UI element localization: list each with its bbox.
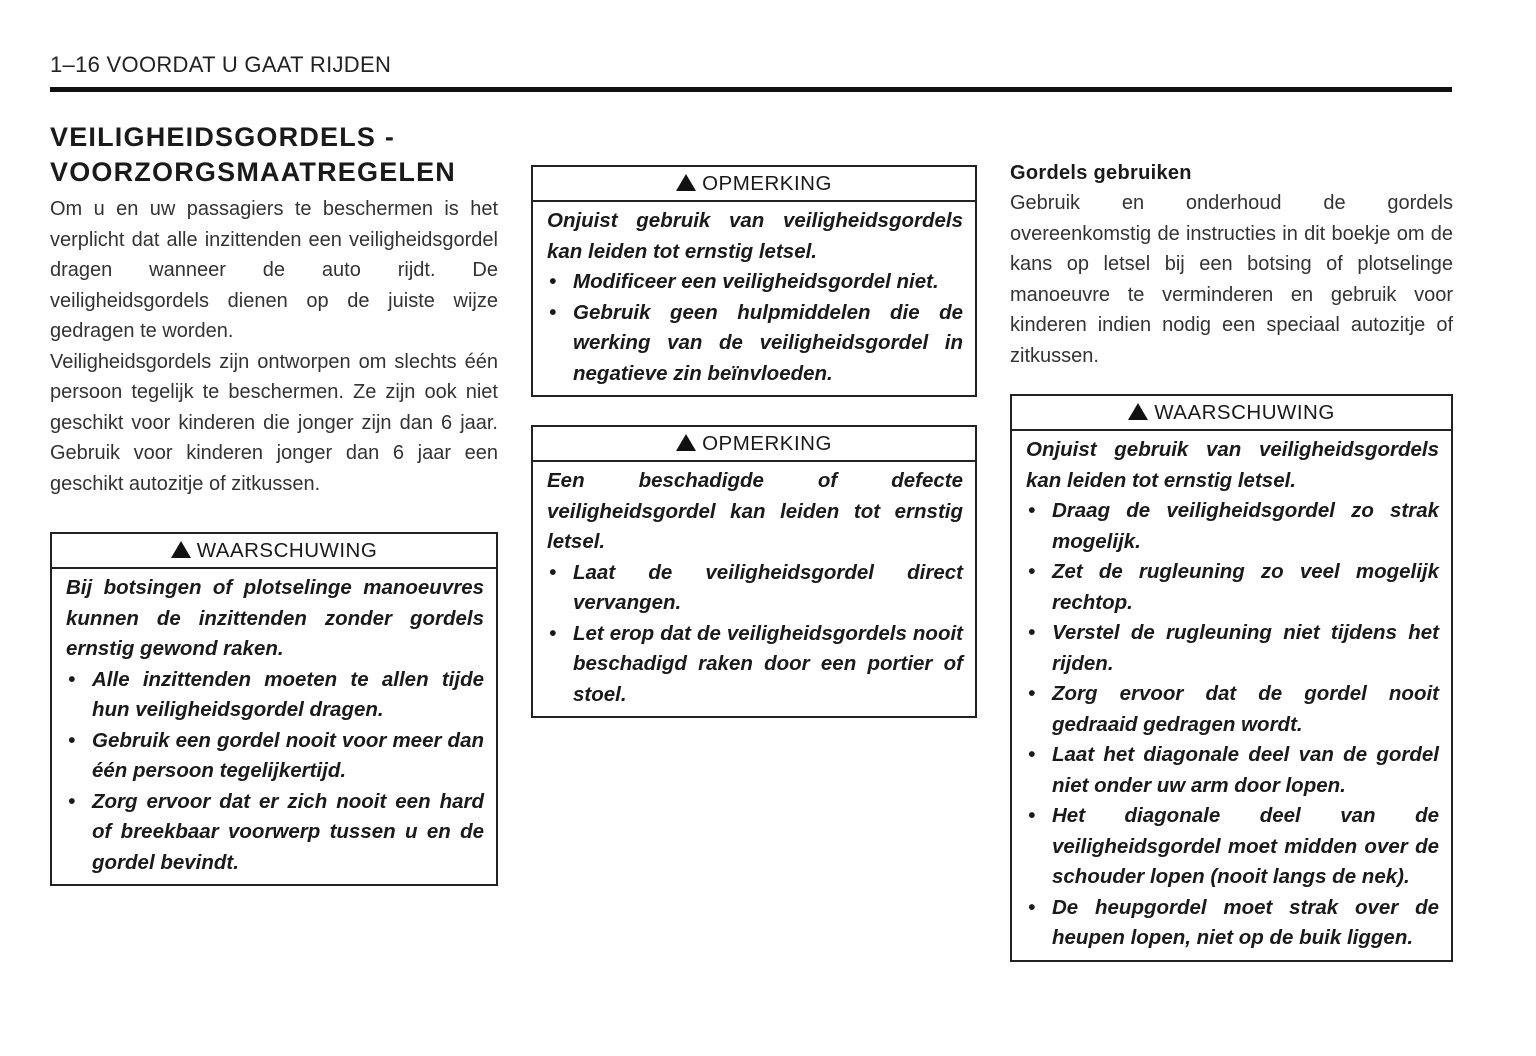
- section-title: VEILIGHEIDSGORDELS - VOORZORGSMAATREGELEN: [50, 122, 457, 187]
- list-item: • De heupgordel moet strak over de heupen lopen, niet op de buik liggen.: [1026, 893, 1439, 954]
- header-rule: [50, 87, 1452, 92]
- list-item: • Laat het diagonale deel van de gordel niet onder uw arm door lopen.: [1026, 740, 1439, 801]
- list-item: • Gebruik een gordel nooit voor meer dan één persoon tegelijkertijd.: [66, 726, 484, 787]
- warning-triangle-icon: [676, 434, 696, 451]
- warning-triangle-icon: [1128, 403, 1148, 420]
- warning-header: WAARSCHUWING: [52, 534, 496, 569]
- warning-box: [1010, 394, 1453, 962]
- note-box: [531, 425, 977, 718]
- list-item: • Alle inzittenden moeten te allen tijde hun veiligheidsgordel dragen.: [66, 665, 484, 726]
- warning-intro: Onjuist gebruik van veiligheidsgordels kan leiden tot ernstig letsel.: [1026, 438, 1439, 492]
- list-item: • Laat de veiligheidsgordel direct vervangen.: [547, 558, 963, 619]
- child-paragraph: Veiligheidsgordels zijn ontworpen om slechts één persoon tegelijk te beschermen. Ze zijn ook niet geschikt voor kinderen die jonger zijn dan 6 jaar. Gebruik voor kinderen jonger dan 6 jaar een geschikt autozitje of zitkussen.: [50, 350, 498, 495]
- note-header: OPMERKING: [533, 167, 975, 202]
- list-item: • Modificeer een veiligheidsgordel niet.: [547, 267, 963, 298]
- note-header: OPMERKING: [533, 427, 975, 462]
- warning-triangle-icon: [676, 174, 696, 191]
- intro-paragraph: Om u en uw passagiers te beschermen is het verplicht dat alle inzittenden een veiligheidsgordel dragen wanneer de auto rijdt. De veiligheidsgordels dienen op de juiste wijze gedragen te worden.: [50, 198, 498, 342]
- usage-paragraph: Gebruik en onderhoud de gordels overeenkomstig de instructies in dit boekje om de kans op letsel bij een botsing of plotselinge manoeuvre te verminderen en gebruik voor kinderen indien nodig een speciaal autozitje of zitkussen.: [1010, 192, 1453, 367]
- list-item: • Verstel de rugleuning niet tijdens het rijden.: [1026, 618, 1439, 679]
- column-1: [50, 120, 498, 886]
- warning-intro: Bij botsingen of plotselinge manoeuvres kunnen de inzittenden zonder gordels ernstig gewond raken.: [66, 576, 484, 660]
- list-item: • Het diagonale deel van de veiligheidsgordel moet midden over de schouder lopen (nooit langs de nek).: [1026, 801, 1439, 893]
- list-item: • Gebruik geen hulpmiddelen die de werking van de veiligheidsgordel in negatieve zin beïnvloeden.: [547, 298, 963, 390]
- note-intro: Onjuist gebruik van veiligheidsgordels kan leiden tot ernstig letsel.: [547, 209, 963, 263]
- warning-box: [50, 532, 498, 886]
- column-3: [1010, 158, 1453, 962]
- warning-header: WAARSCHUWING: [1012, 396, 1451, 431]
- list-item: • Let erop dat de veiligheidsgordels nooit beschadigd raken door een portier of stoel.: [547, 619, 963, 711]
- warning-triangle-icon: [171, 541, 191, 558]
- list-item: • Draag de veiligheidsgordel zo strak mogelijk.: [1026, 496, 1439, 557]
- list-item: • Zorg ervoor dat de gordel nooit gedraaid gedragen wordt.: [1026, 679, 1439, 740]
- subsection-heading: Gordels gebruiken: [1010, 162, 1192, 184]
- list-item: • Zorg ervoor dat er zich nooit een hard of breekbaar voorwerp tussen u en de gordel bevindt.: [66, 787, 484, 879]
- note-box: [531, 165, 977, 397]
- list-item: • Zet de rugleuning zo veel mogelijk rechtop.: [1026, 557, 1439, 618]
- running-header: 1–16 VOORDAT U GAAT RIJDEN: [50, 52, 392, 77]
- column-2: [531, 165, 977, 718]
- note-intro: Een beschadigde of defecte veiligheidsgordel kan leiden tot ernstig letsel.: [547, 469, 963, 553]
